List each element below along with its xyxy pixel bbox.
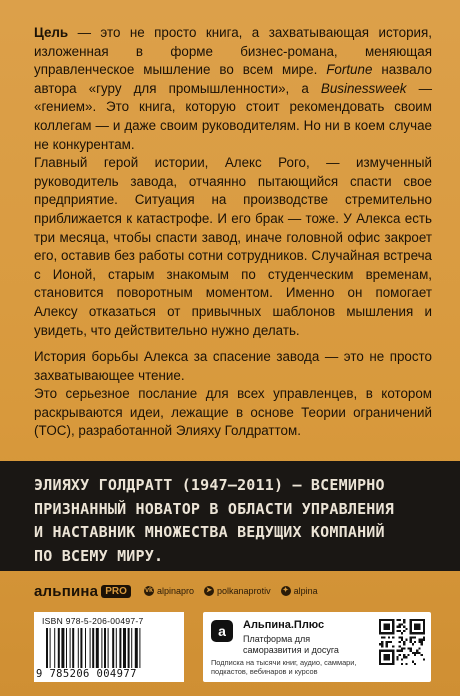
p1-text-a: — это не просто книга, а захватывающая история, изложенная в форме бизнес-романа, меняющая управленческое мышление во всем мире. [34,25,432,78]
author-bio-line: ПО ВСЕМУ МИРУ. [34,546,164,565]
social-label: alpinapro [157,586,195,596]
isbn-barcode [34,612,184,682]
publisher-logo [34,583,131,600]
fortune-mention: Fortune [326,62,373,78]
dzen-icon: ✦ [281,586,291,596]
paragraph-4: Это серьезное послание для всех управленцев, в котором раскрываются идеи, лежащие в основе Теории ограничений (TOC), разработанной Элияху Голдраттом. [34,386,432,439]
author-bio [34,474,434,568]
social-dzen[interactable] [281,586,318,596]
social-telegram[interactable] [204,586,271,596]
vk-icon: vk [145,587,153,594]
alpina-plus-logo-icon: a [211,620,233,642]
social-label: polkanaprotiv [217,586,271,596]
author-bio-line: ЭЛИЯХУ ГОЛДРАТТ (1947–2011) — ВСЕМИРНО [34,476,385,494]
social-label: alpina [293,586,318,596]
alpina-plus-description: Подписка на тысячи книг, аудио, саммари, подкастов, вебинаров и курсов [211,658,357,676]
qr-code-icon[interactable] [379,619,425,665]
publisher-name: альпина [34,583,99,600]
alpina-plus-subtitle: Платформа для саморазвития и досуга [243,634,339,655]
barcode-icon [46,628,178,668]
social-vk[interactable] [144,586,194,596]
description-text [34,24,432,441]
p1-text-c: — «гением». Это книга, которую стоит рекомендовать своим коллегам — и даже своим руководителям. Но ни в коем случае не конкурентам. [34,80,432,152]
paragraph-1 [34,24,432,154]
author-bio-line: ПРИЗНАННЫЙ НОВАТОР В ОБЛАСТИ УПРАВЛЕНИЯ [34,499,394,518]
isbn-label: ISBN 978-5-206-00497-7 [42,616,144,626]
author-bio-line: И НАСТАВНИК МНОЖЕСТВА ВЕДУЩИХ КОМПАНИЙ [34,523,385,541]
book-title-inline: Цель [34,25,69,40]
telegram-icon: ➤ [204,586,214,596]
social-links [144,586,318,596]
paragraph-2: Главный герой истории, Алекс Рого, — измученный руководитель завода, отчаянно пытающийся спасти свое предприятие. Ситуация на производстве стремительно приближается к катастрофе. И его брак — тоже. У Алекса есть три месяца, чтобы спасти завод, иначе головной офис закроет его, оставив без работы сотни сотрудников. Случайная встреча с Ионой, старым знакомым по студенческим временам, становится поворотным моментом. Именно он помогает Алексу отказаться от привычных шаблонов мышления и увидеть, что действительно нужно делать. [34,155,432,338]
alpina-plus-ad [203,612,431,682]
alpina-plus-title: Альпина.Плюс [243,619,325,631]
isbn-digits: 9 785206 004977 [36,668,137,680]
publisher-badge: PRO [101,585,131,598]
p1-text-b: назвало автора «гуру для промышленности», а [34,62,433,96]
businessweek-mention: Businessweek [320,80,407,96]
paragraph-3: История борьбы Алекса за спасение завода — это не просто захватывающее чтение. [34,349,432,383]
